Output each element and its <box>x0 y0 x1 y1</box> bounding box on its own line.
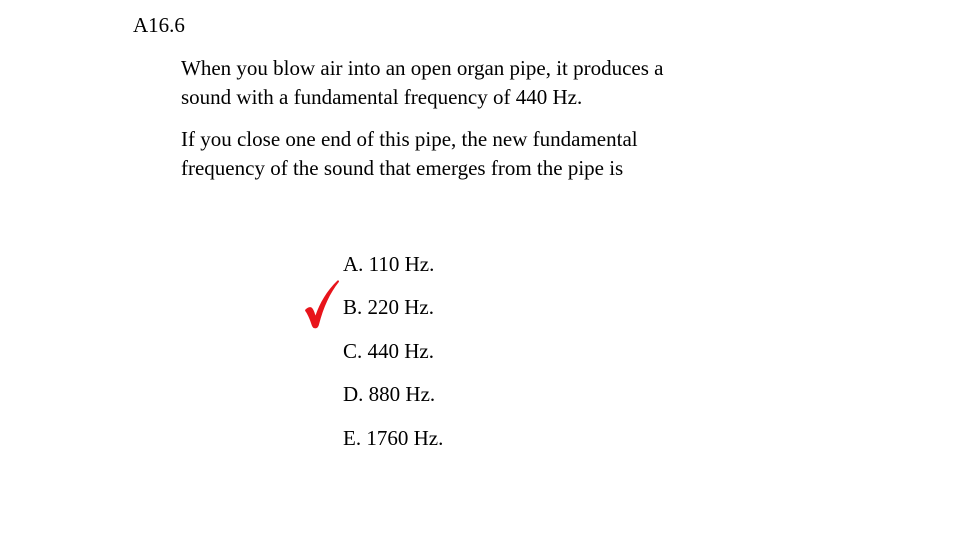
choice-d[interactable]: D. 880 Hz. <box>343 382 436 406</box>
slide-label: A16.6 <box>133 13 185 37</box>
checkmark-icon <box>304 279 340 329</box>
question-paragraph-1-line-2: sound with a fundamental frequency of 440 Hz. <box>181 85 583 109</box>
choice-e[interactable]: E. 1760 Hz. <box>343 426 444 450</box>
question-paragraph-1 <box>181 54 781 112</box>
choice-c[interactable]: C. 440 Hz. <box>343 339 434 363</box>
choice-a[interactable]: A. 110 Hz. <box>343 252 435 276</box>
question-paragraph-1-line-1: When you blow air into an open organ pipe, it produces a <box>181 56 664 80</box>
choice-b[interactable]: B. 220 Hz. <box>343 295 434 319</box>
question-paragraph-2 <box>181 125 781 183</box>
question-paragraph-2-line-2: frequency of the sound that emerges from the pipe is <box>181 156 624 180</box>
question-paragraph-2-line-1: If you close one end of this pipe, the new fundamental <box>181 127 638 151</box>
